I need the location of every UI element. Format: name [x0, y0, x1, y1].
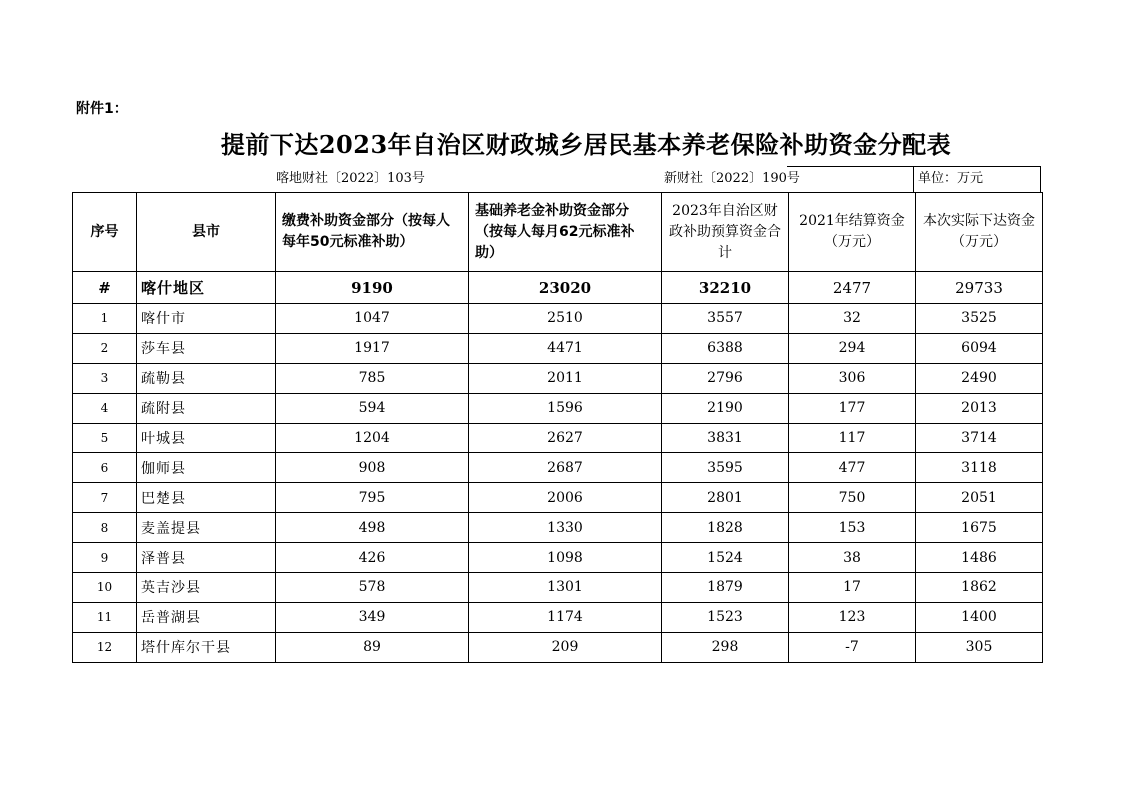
cell-col1: 498 [276, 513, 469, 543]
cell-col2: 1301 [469, 573, 662, 603]
total-county: 喀什地区 [137, 272, 276, 304]
total-col5: 29733 [916, 272, 1043, 304]
table-row [73, 423, 1043, 453]
cell-col3: 2190 [662, 393, 789, 423]
cell-col5: 2013 [916, 393, 1043, 423]
header-budget-total: 2023年自治区财政补助预算资金合计 [662, 193, 789, 272]
cell-county: 英吉沙县 [137, 573, 276, 603]
cell-col4: 306 [789, 363, 916, 393]
cell-index: 7 [73, 483, 137, 513]
cell-county: 叶城县 [137, 423, 276, 453]
cell-index: 5 [73, 423, 137, 453]
table-row [73, 632, 1043, 662]
table-row [73, 333, 1043, 363]
cell-index: 3 [73, 363, 137, 393]
cell-col3: 3595 [662, 453, 789, 483]
cell-index: 4 [73, 393, 137, 423]
cell-county: 塔什库尔干县 [137, 632, 276, 662]
cell-county: 巴楚县 [137, 483, 276, 513]
cell-county: 岳普湖县 [137, 602, 276, 632]
cell-col2: 1596 [469, 393, 662, 423]
doc-reference-mid: 新财社〔2022〕190号 [664, 171, 800, 186]
cell-col5: 3714 [916, 423, 1043, 453]
cell-col4: -7 [789, 632, 916, 662]
cell-county: 疏附县 [137, 393, 276, 423]
cell-col5: 2051 [916, 483, 1043, 513]
table-row [73, 602, 1043, 632]
cell-col2: 2510 [469, 304, 662, 334]
cell-col5: 6094 [916, 333, 1043, 363]
cell-col5: 2490 [916, 363, 1043, 393]
cell-col2: 1330 [469, 513, 662, 543]
table-row [73, 543, 1043, 573]
cell-col1: 578 [276, 573, 469, 603]
cell-col3: 2796 [662, 363, 789, 393]
cell-col3: 298 [662, 632, 789, 662]
cell-index: 8 [73, 513, 137, 543]
cell-col4: 477 [789, 453, 916, 483]
cell-col4: 177 [789, 393, 916, 423]
header-divider [787, 166, 914, 167]
cell-col3: 6388 [662, 333, 789, 363]
total-col2: 23020 [469, 272, 662, 304]
header-actual-issued: 本次实际下达资金（万元） [916, 193, 1043, 272]
cell-col5: 1486 [916, 543, 1043, 573]
cell-col2: 2011 [469, 363, 662, 393]
cell-county: 伽师县 [137, 453, 276, 483]
cell-col4: 294 [789, 333, 916, 363]
total-row [73, 272, 1043, 304]
cell-col3: 1523 [662, 602, 789, 632]
total-col3: 32210 [662, 272, 789, 304]
cell-index: 9 [73, 543, 137, 573]
table-row [73, 483, 1043, 513]
unit-label: 单位：万元 [913, 166, 1041, 192]
cell-col1: 1917 [276, 333, 469, 363]
cell-county: 疏勒县 [137, 363, 276, 393]
cell-index: 10 [73, 573, 137, 603]
table-row [73, 304, 1043, 334]
table-row [73, 513, 1043, 543]
cell-col4: 32 [789, 304, 916, 334]
cell-col1: 1204 [276, 423, 469, 453]
cell-col5: 3525 [916, 304, 1043, 334]
cell-col3: 3831 [662, 423, 789, 453]
cell-col5: 1862 [916, 573, 1043, 603]
total-col4: 2477 [789, 272, 916, 304]
cell-col2: 2006 [469, 483, 662, 513]
cell-col1: 89 [276, 632, 469, 662]
cell-col5: 305 [916, 632, 1043, 662]
cell-index: 11 [73, 602, 137, 632]
cell-col5: 3118 [916, 453, 1043, 483]
cell-county: 莎车县 [137, 333, 276, 363]
doc-reference-left: 喀地财社〔2022〕103号 [276, 171, 425, 186]
cell-col4: 117 [789, 423, 916, 453]
cell-col3: 1828 [662, 513, 789, 543]
cell-col2: 1098 [469, 543, 662, 573]
cell-col5: 1675 [916, 513, 1043, 543]
total-index: # [73, 272, 137, 304]
table-row [73, 393, 1043, 423]
cell-index: 2 [73, 333, 137, 363]
header-county: 县市 [137, 193, 276, 272]
cell-col1: 594 [276, 393, 469, 423]
cell-col4: 123 [789, 602, 916, 632]
cell-county: 喀什市 [137, 304, 276, 334]
attachment-label: 附件1： [76, 101, 128, 117]
cell-index: 1 [73, 304, 137, 334]
cell-col1: 908 [276, 453, 469, 483]
cell-county: 麦盖提县 [137, 513, 276, 543]
cell-col3: 3557 [662, 304, 789, 334]
cell-col3: 1879 [662, 573, 789, 603]
table-row [73, 363, 1043, 393]
page-title: 提前下达2023年自治区财政城乡居民基本养老保险补助资金分配表 [220, 130, 952, 159]
cell-col2: 4471 [469, 333, 662, 363]
header-row [73, 193, 1043, 272]
cell-col1: 1047 [276, 304, 469, 334]
cell-col2: 209 [469, 632, 662, 662]
cell-col4: 750 [789, 483, 916, 513]
cell-col2: 2687 [469, 453, 662, 483]
cell-index: 12 [73, 632, 137, 662]
cell-index: 6 [73, 453, 137, 483]
cell-col1: 426 [276, 543, 469, 573]
cell-col3: 2801 [662, 483, 789, 513]
table-row [73, 573, 1043, 603]
cell-col4: 38 [789, 543, 916, 573]
table-row [73, 453, 1043, 483]
cell-col1: 785 [276, 363, 469, 393]
header-index: 序号 [73, 193, 137, 272]
total-col1: 9190 [276, 272, 469, 304]
cell-col2: 1174 [469, 602, 662, 632]
cell-col4: 17 [789, 573, 916, 603]
header-payment-subsidy: 缴费补助资金部分（按每人每年50元标准补助） [276, 193, 469, 272]
allocation-table [72, 192, 1043, 663]
cell-col1: 349 [276, 602, 469, 632]
cell-col4: 153 [789, 513, 916, 543]
cell-col5: 1400 [916, 602, 1043, 632]
cell-col2: 2627 [469, 423, 662, 453]
header-settlement-2021: 2021年结算资金（万元） [789, 193, 916, 272]
cell-county: 泽普县 [137, 543, 276, 573]
header-basic-pension-subsidy: 基础养老金补助资金部分（按每人每月62元标准补助） [469, 193, 662, 272]
cell-col3: 1524 [662, 543, 789, 573]
cell-col1: 795 [276, 483, 469, 513]
